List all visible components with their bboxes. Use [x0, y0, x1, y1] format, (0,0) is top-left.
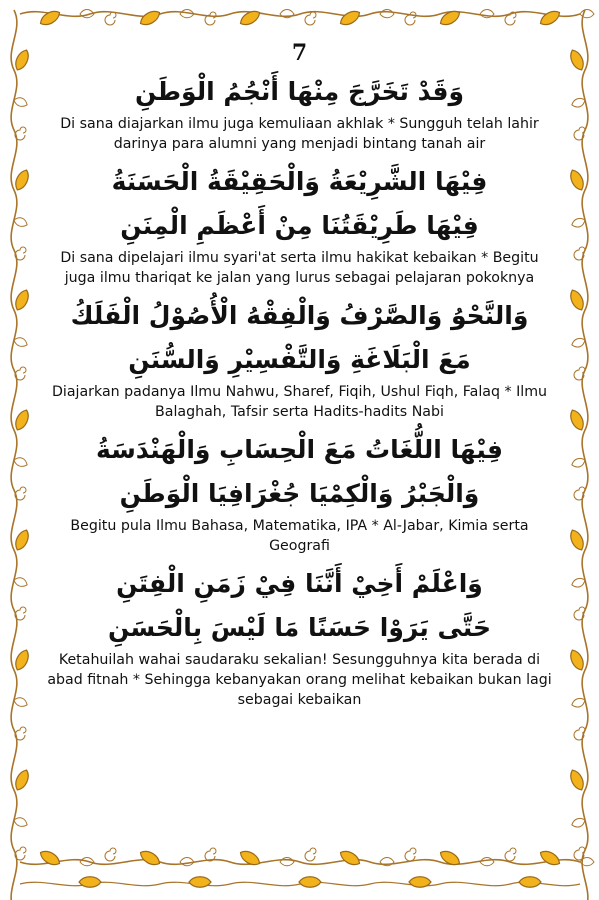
- curl-ornament: [15, 607, 26, 620]
- verse-section-4: [40, 428, 559, 556]
- flower-bud-icon: [568, 408, 587, 432]
- flower-bud-icon: [338, 848, 362, 868]
- translation-text: Di sana dipelajari ilmu syari'at serta ilmu hakikat kebaikan * Begitu juga ilmu thariqat ke jalan yang lurus sebagai pelajaran pokoknya: [60, 250, 539, 286]
- curl-ornament: [15, 367, 26, 380]
- flower-bud-icon: [13, 288, 32, 312]
- flower-bud-icon: [568, 528, 587, 552]
- flower-bud-icon: [13, 768, 32, 792]
- arabic-verse: فِيْهَا الشَّرِيْعَةُ وَالْحَقِيْقَةُ الْحَسَنَةُ: [111, 167, 488, 196]
- curl-ornament: [305, 12, 316, 25]
- flower-bud-icon: [13, 408, 32, 432]
- arabic-verse: فِيْهَا اللُّغَاتُ مَعَ الْحِسَابِ وَالْهَنْدَسَةُ: [96, 435, 503, 464]
- curl-ornament: [305, 848, 316, 861]
- arabic-verse: فِيْهَا طَرِيْقَتُنَا مِنْ أَعْظَمِ الْمِنَنِ: [120, 211, 479, 240]
- curl-ornament: [205, 12, 216, 25]
- arabic-verse: حَتَّى يَرَوْا حَسَنًا مَا لَيْسَ بِالْحَسَنِ: [107, 613, 492, 642]
- flower-bud-icon: [568, 168, 587, 192]
- flower-bud-icon: [538, 8, 562, 28]
- curl-ornament: [505, 12, 516, 25]
- page-number: 7: [291, 40, 308, 66]
- flower-bud-icon: [409, 877, 431, 888]
- flower-bud-icon: [568, 288, 587, 312]
- page-content: [40, 38, 559, 828]
- curl-ornament: [15, 487, 26, 500]
- arabic-verse: مَعَ الْبَلَاغَةِ وَالتَّفْسِيْرِ وَالسُّنَنِ: [128, 345, 471, 374]
- flower-bud-icon: [438, 848, 462, 868]
- flower-bud-icon: [568, 48, 587, 72]
- flower-bud-icon: [13, 528, 32, 552]
- translation-text: Ketahuilah wahai saudaraku sekalian! Sesungguhnya kita berada di abad fitnah * Sehingga kebanyakan orang melihat kebaikan bukan lagi sebagai kebaikan: [47, 652, 552, 708]
- verse-section-3: [40, 294, 559, 422]
- arabic-verse: وَاعْلَمْ أَخِيْ أَنَّنَا فِيْ زَمَنِ الْفِتَنِ: [116, 569, 483, 598]
- leaf-icon: [580, 10, 594, 18]
- flower-bud-icon: [38, 8, 62, 28]
- vine-stem: [20, 12, 580, 17]
- curl-ornament: [205, 848, 216, 861]
- translation-text: Diajarkan padanya Ilmu Nahwu, Sharef, Fiqih, Ushul Fiqh, Falaq * Ilmu Balaghah, Tafsir serta Hadits-hadits Nabi: [51, 384, 548, 420]
- flower-bud-icon: [138, 848, 162, 868]
- curl-ornament: [505, 848, 516, 861]
- curl-ornament: [15, 127, 26, 140]
- vine-stem: [582, 10, 588, 900]
- flower-bud-icon: [238, 848, 262, 868]
- flower-bud-icon: [438, 8, 462, 28]
- flower-bud-icon: [299, 877, 321, 888]
- translation-text: Di sana diajarkan ilmu juga kemuliaan akhlak * Sungguh telah lahir darinya para alumni yang menjadi bintang tanah air: [60, 116, 539, 152]
- flower-bud-icon: [568, 768, 587, 792]
- flower-bud-icon: [519, 877, 541, 888]
- curl-ornament: [15, 847, 26, 860]
- flower-bud-icon: [568, 648, 587, 672]
- vine-stem: [11, 10, 17, 900]
- flower-bud-icon: [13, 48, 32, 72]
- flower-bud-icon: [38, 848, 62, 868]
- curl-ornament: [15, 247, 26, 260]
- curl-ornament: [405, 848, 416, 861]
- flower-bud-icon: [238, 8, 262, 28]
- flower-bud-icon: [138, 8, 162, 28]
- leaf-icon: [180, 858, 194, 866]
- arabic-verse: وَالْجَبْرُ وَالْكِمْيَا جُغْرَافِيَا الْوَطَنِ: [119, 479, 480, 508]
- leaf-icon: [280, 858, 294, 866]
- flower-bud-icon: [189, 877, 211, 888]
- flower-bud-icon: [13, 168, 32, 192]
- curl-ornament: [105, 12, 116, 25]
- flower-bud-icon: [13, 648, 32, 672]
- flower-bud-icon: [79, 877, 101, 888]
- arabic-verse: وَالنَّحْوُ وَالصَّرْفُ وَالْفِقْهُ الْأُصُوْلُ الْفَلَكُ: [70, 301, 529, 330]
- vine-stem: [20, 860, 580, 865]
- flower-bud-icon: [538, 848, 562, 868]
- translation-text: Begitu pula Ilmu Bahasa, Matematika, IPA * Al-Jabar, Kimia serta Geografi: [70, 518, 529, 554]
- curl-ornament: [15, 727, 26, 740]
- curl-ornament: [105, 848, 116, 861]
- arabic-verse: وَقَدْ تَخَرَّجَ مِنْهَا أَنْجُمُ الْوَطَنِ: [135, 77, 464, 106]
- leaf-icon: [380, 10, 394, 18]
- verse-section-1: [40, 70, 559, 154]
- verse-section-2: [40, 160, 559, 288]
- flower-bud-icon: [338, 8, 362, 28]
- verse-section-5: [40, 562, 559, 710]
